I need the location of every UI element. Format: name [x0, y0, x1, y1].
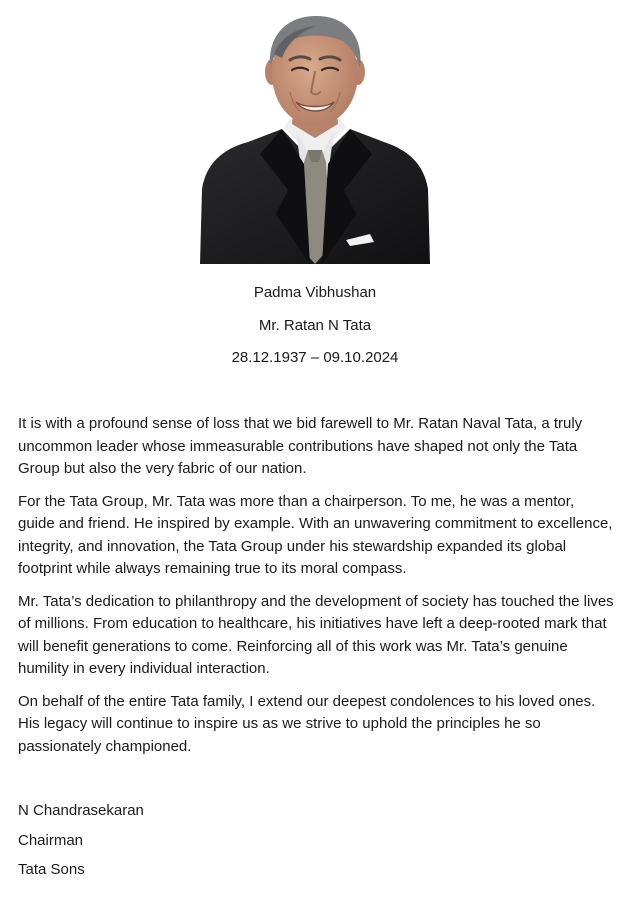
- letter-body: [18, 413, 614, 768]
- paragraph: On behalf of the entire Tata family, I extend our deepest condolences to his loved ones. His legacy will continue to inspire us as we strive to uphold the principles he so passionately championed.: [18, 692, 596, 755]
- paragraph: Mr. Tata’s dedication to philanthropy and the development of society has touched the lives of millions. From education to healthcare, his initiatives have left a deep-rooted mark that will benefit generations to come. Reinforcing all of this work was Mr. Tata’s genuine humility in every individual interaction.: [18, 592, 614, 677]
- portrait-illustration: [200, 14, 430, 264]
- signature-block: [18, 800, 144, 889]
- honor-title: Padma Vibhushan: [253, 284, 377, 301]
- paragraph: It is with a profound sense of loss that we bid farewell to Mr. Ratan Naval Tata, a truly uncommon leader whose immeasurable contributions have shaped not only the Tata Group but also the very fabric of our nation.: [18, 415, 583, 477]
- person-name: Mr. Ratan N Tata: [258, 316, 372, 334]
- memorial-header: [0, 282, 618, 380]
- portrait-photo: [200, 14, 430, 264]
- life-dates: 28.12.1937 – 09.10.2024: [231, 349, 399, 366]
- paragraph: For the Tata Group, Mr. Tata was more than a chairperson. To me, he was a mentor, guide and friend. He inspired by example. With an unwavering commitment to excellence, integrity, and innovation, the Tata Group under his stewardship expanded its global footprint while always remaining true to its moral compass.: [18, 492, 613, 577]
- signatory-organization: Tata Sons: [18, 861, 85, 878]
- signatory-title: Chairman: [18, 831, 84, 849]
- signatory-name: N Chandrasekaran: [18, 802, 144, 819]
